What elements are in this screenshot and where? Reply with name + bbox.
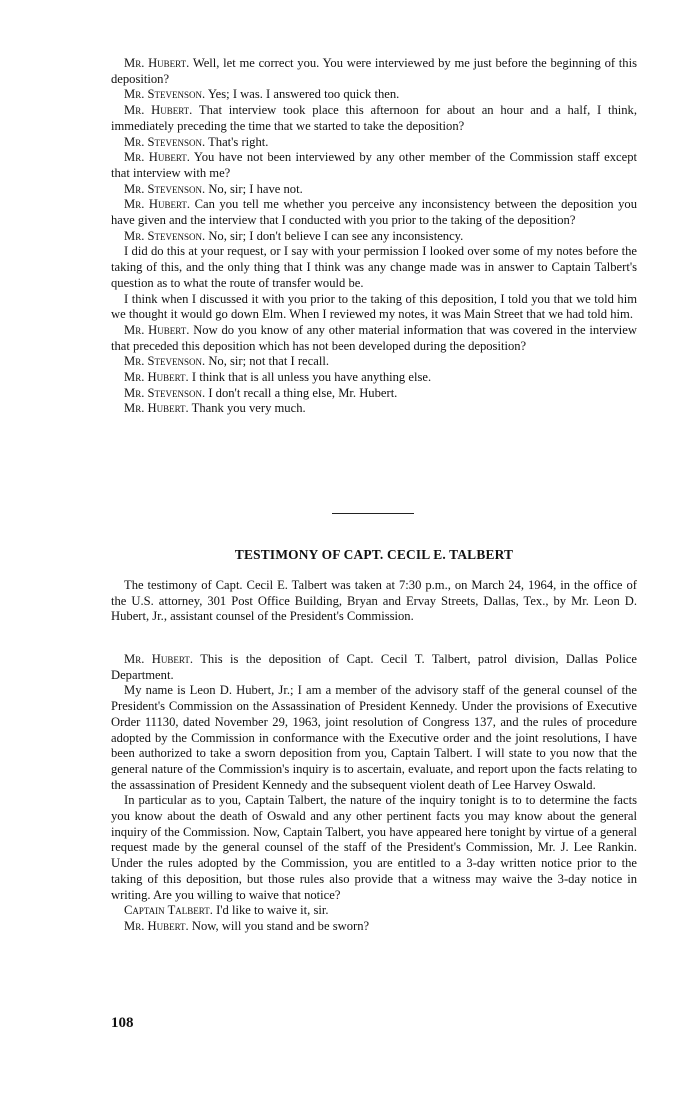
section-heading: TESTIMONY OF CAPT. CECIL E. TALBERT <box>234 547 514 562</box>
speech-text: That interview took place this afternoon for about an hour and a half, I think, immediately preceding the time that we started to take the deposition? <box>111 103 638 133</box>
transcript-paragraph <box>111 87 637 103</box>
speech-text: In particular as to you, Captain Talbert, the nature of the inquiry tonight is to to determine the facts you know about the death of Oswald and any other pertinent facts you may know about the general inquiry of the Commission. Now, Captain Talbert, you have appeared here tonight by virtue of a general request made by the general counsel of the staff of the President's Commission, Mr. J. Lee Rankin. Under the rules adopted by the Commission, you are entitled to a 3-day written notice prior to the taking of this deposition, but those rules also provide that a witness may waive the 3-day notice in writing. Are you willing to waive that notice? <box>111 793 637 902</box>
speech-text: Yes; I was. I answered too quick then. <box>207 87 400 102</box>
speaker-name: Mr. Hubert. <box>124 150 190 165</box>
speaker-name: Mr. Hubert. <box>124 56 190 70</box>
speaker-name: Mr. Stevenson. <box>124 181 206 196</box>
speaker-name: Mr. Hubert. <box>124 918 189 933</box>
speech-text: Now, will you stand and be sworn? <box>191 918 370 933</box>
speaker-name: Mr. Hubert. <box>124 652 193 666</box>
speaker-name: Mr. Hubert. <box>124 401 189 416</box>
transcript-paragraph <box>111 323 637 354</box>
speech-text: I'd like to waive it, sir. <box>216 903 329 918</box>
speech-text: Can you tell me whether you perceive any inconsistency between the deposition you have given and the interview that I conducted with you prior to the taking of the deposition? <box>111 197 638 228</box>
transcript-paragraph <box>111 354 637 370</box>
speaker-name: Mr. Hubert. <box>124 370 189 385</box>
transcript-paragraph <box>111 903 637 919</box>
transcript-paragraph <box>111 683 637 793</box>
speech-text: That's right. <box>208 134 269 149</box>
transcript-paragraph <box>111 401 637 417</box>
speech-text: No, sir; I don't believe I can see any inconsistency. <box>208 228 464 243</box>
transcript-paragraph <box>111 370 637 386</box>
transcript-paragraph <box>111 56 637 87</box>
speech-text: My name is Leon D. Hubert, Jr.; I am a member of the advisory staff of the general counsel of the President's Commission on the Assassination of President Kennedy. Under the provisions of Executive Order 11130, dated November 29, 1963, joint resolution of Congress 137, and the rules of procedure adopted by the Commission in conformance with the Executive order and the joint resolutions, I have been authorized to take a sworn deposition from you, Captain Talbert. I will state to you now that the general nature of the Commission's inquiry is to ascertain, evaluate, and report upon the facts relating to the assassination of President Kennedy and the subsequent violent death of Lee Harvey Oswald. <box>111 683 637 792</box>
speech-text: Thank you very much. <box>191 401 306 416</box>
transcript-paragraph <box>111 919 637 935</box>
speaker-name: Captain Talbert. <box>124 903 213 918</box>
speech-text: I don't recall a thing else, Mr. Hubert. <box>208 385 398 400</box>
transcript-paragraph <box>111 135 637 151</box>
speech-text: No, sir; I have not. <box>208 181 303 196</box>
transcript-paragraph <box>111 229 637 245</box>
transcript-block-1 <box>111 56 637 417</box>
transcript-paragraph <box>111 652 637 683</box>
intro-paragraph: The testimony of Capt. Cecil E. Talbert was taken at 7:30 p.m., on March 24, 1964, in the office of the U.S. attorney, 301 Post Office Building, Bryan and Ervay Streets, Dallas, Tex., by Mr. Leon D. Hubert, Jr., assistant counsel of the President's Commission. <box>111 578 637 624</box>
speaker-name: Mr. Hubert. <box>124 103 193 118</box>
speech-text: I think that is all unless you have anything else. <box>191 370 432 385</box>
speaker-name: Mr. Hubert. <box>124 197 191 212</box>
page-number: 108 <box>111 1015 134 1031</box>
speech-text: Well, let me correct you. You were interviewed by me just before the beginning of this deposition? <box>111 56 638 86</box>
transcript-paragraph <box>111 182 637 198</box>
speech-text: I did do this at your request, or I say with your permission I looked over some of my notes before the taking of this, and the only thing that I think was any change made was in answer to Captain Talbert's question as to what the route of transfer would be. <box>111 244 637 290</box>
section-divider <box>332 513 414 514</box>
speaker-name: Mr. Stevenson. <box>124 385 206 400</box>
transcript-paragraph <box>111 244 637 291</box>
speaker-name: Mr. Stevenson. <box>124 87 206 102</box>
speech-text: No, sir; not that I recall. <box>208 354 329 369</box>
transcript-paragraph <box>111 197 637 228</box>
transcript-paragraph <box>111 386 637 402</box>
testimony-intro <box>111 578 637 625</box>
speech-text: This is the deposition of Capt. Cecil T. Talbert, patrol division, Dallas Police Department. <box>111 652 637 682</box>
speech-text: I think when I discussed it with you prior to the taking of this deposition, I told you that we told him we thought it would go down Elm. When I reviewed my notes, it was Main Street that we had told him. <box>111 291 637 322</box>
speaker-name: Mr. Stevenson. <box>124 228 206 243</box>
transcript-paragraph <box>111 150 637 181</box>
speaker-name: Mr. Hubert. <box>124 322 190 337</box>
speech-text: Now do you know of any other material information that was covered in the interview that preceded this deposition which has not been developed during the deposition? <box>111 322 637 353</box>
speaker-name: Mr. Stevenson. <box>124 354 206 369</box>
transcript-paragraph <box>111 793 637 903</box>
speaker-name: Mr. Stevenson. <box>124 134 206 149</box>
speech-text: You have not been interviewed by any other member of the Commission staff except that interview with me? <box>111 150 637 180</box>
transcript-paragraph <box>111 292 637 323</box>
transcript-block-2 <box>111 652 637 935</box>
transcript-paragraph <box>111 103 637 134</box>
